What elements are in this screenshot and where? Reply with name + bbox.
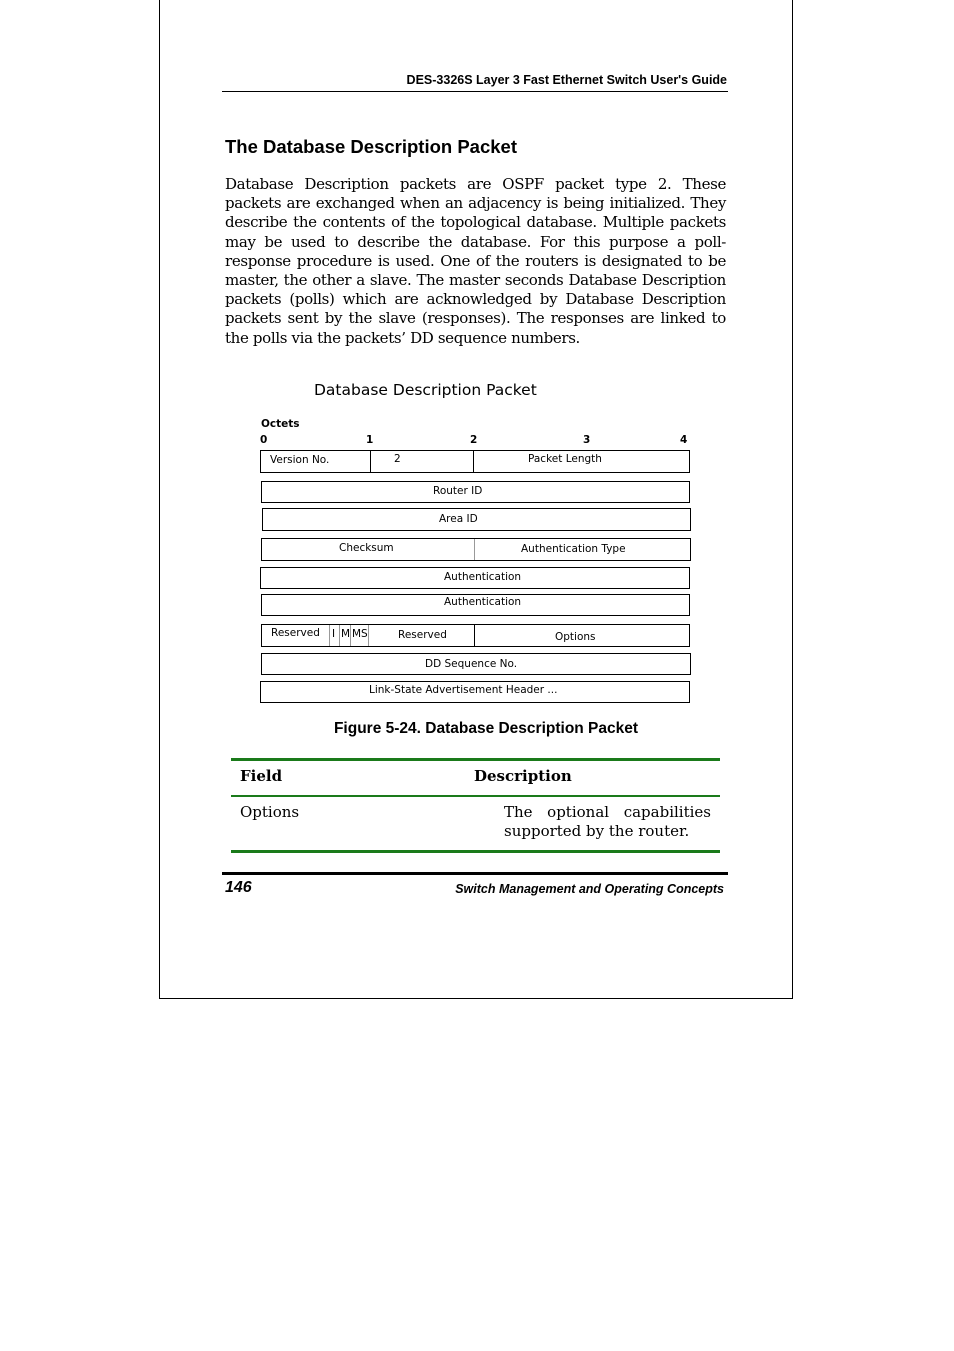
authentication-row-1 (260, 567, 690, 589)
lsa-header-row (260, 681, 690, 703)
checksum-row (261, 538, 691, 561)
router-id-label: Router ID (433, 485, 483, 497)
dd-sequence-row (261, 653, 691, 675)
header-rule (222, 91, 728, 92)
packet-length-label: Packet Length (528, 453, 602, 465)
type-value: 2 (394, 453, 401, 465)
table-cell-field: Options (240, 803, 300, 821)
version-cell (261, 451, 370, 472)
auth-type-label: Authentication Type (521, 543, 626, 555)
table-cell-description: The optional capabilities supported by the router. (504, 803, 711, 840)
table-header-rule (231, 795, 720, 797)
octets-label: Octets (261, 418, 300, 430)
type-cell (370, 451, 473, 472)
footer-title: Switch Management and Operating Concepts (455, 882, 724, 896)
bit-ms-label: MS (352, 628, 368, 640)
checksum-label: Checksum (339, 542, 394, 554)
header-row-version (260, 450, 690, 473)
authentication-label: Authentication (444, 596, 522, 608)
section-title: The Database Description Packet (225, 136, 517, 157)
table-top-rule (231, 758, 720, 761)
octet-number: 1 (366, 434, 374, 446)
table-header-description: Description (474, 767, 572, 785)
version-label: Version No. (270, 454, 330, 466)
bit-i-label: I (332, 628, 336, 640)
flags-row (261, 624, 690, 647)
packet-length-cell (473, 451, 689, 472)
reserved-label: Reserved (271, 627, 320, 639)
octet-number: 4 (680, 434, 688, 446)
authentication-row-2 (261, 594, 690, 616)
bit-m-label: M (341, 628, 351, 640)
dd-sequence-label: DD Sequence No. (425, 658, 518, 670)
area-id-row (262, 508, 691, 531)
table-bottom-rule (231, 850, 720, 853)
running-header: DES-3326S Layer 3 Fast Ethernet Switch User's Guide (406, 73, 727, 87)
area-id-label: Area ID (439, 513, 478, 525)
octet-number: 0 (260, 434, 268, 446)
authentication-label: Authentication (444, 571, 522, 583)
router-id-row (261, 481, 690, 503)
figure-caption: Figure 5-24. Database Description Packet (333, 720, 639, 737)
options-label: Options (555, 631, 596, 643)
body-paragraph: Database Description packets are OSPF packet type 2. These packets are exchanged when an adjacency is being initialized. They describe the contents of the topological database. Multiple packets may be used to describe the database. For this purpose a poll-response procedure is used. One of the routers is designated to be master, the other a slave. The master seconds Database Description packets (polls) which are acknowledged by Database Description packets sent by the slave (responses). The responses are linked to the polls via the packets’ DD sequence numbers. (225, 175, 726, 347)
lsa-header-label: Link-State Advertisement Header ... (369, 684, 558, 696)
reserved-label: Reserved (398, 629, 447, 641)
page-number: 146 (225, 879, 252, 896)
octet-number: 2 (470, 434, 478, 446)
footer-rule (222, 872, 728, 875)
table-header-field: Field (240, 767, 283, 785)
octet-number: 3 (583, 434, 591, 446)
diagram-title: Database Description Packet (314, 381, 537, 399)
